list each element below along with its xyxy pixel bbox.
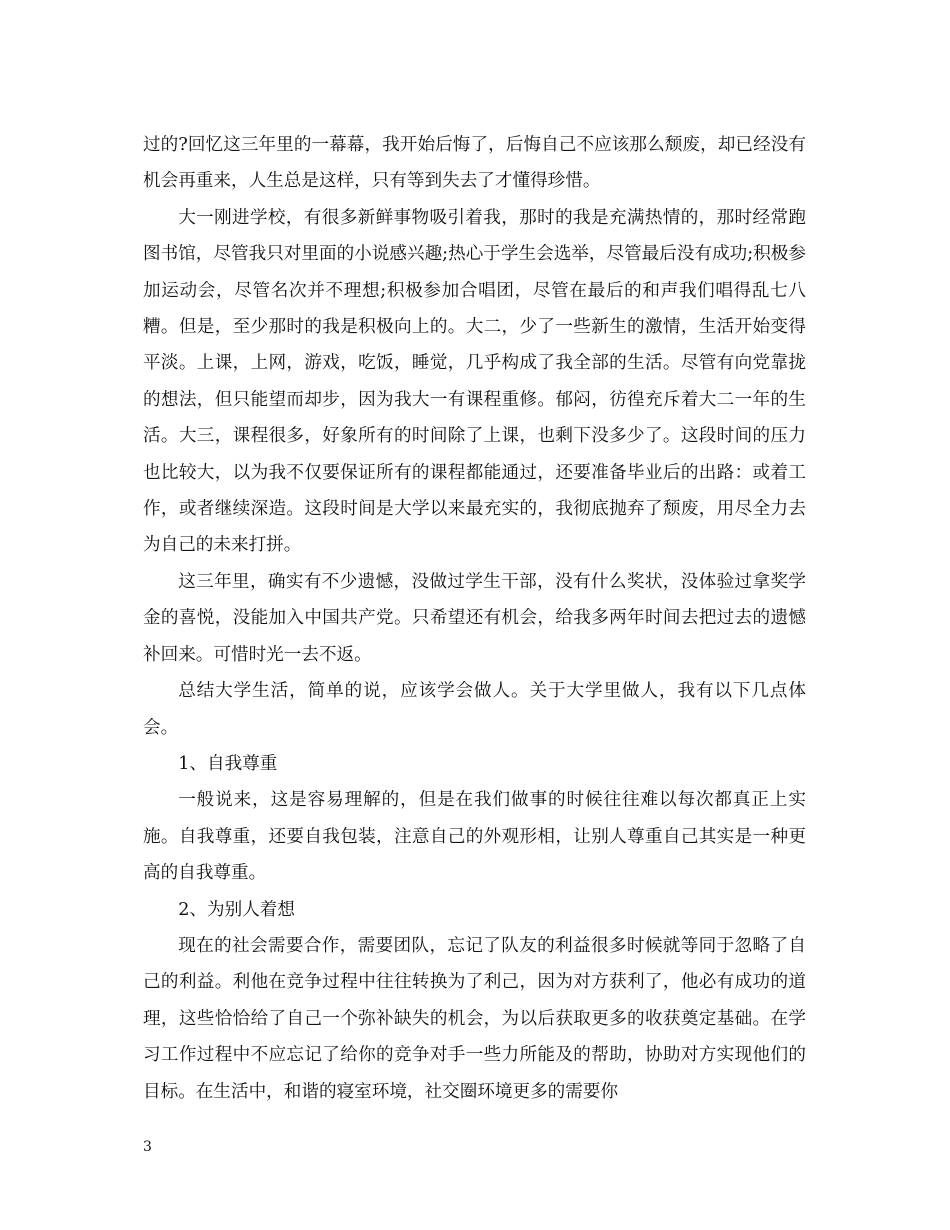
document-body: [143, 127, 806, 1110]
paragraph-5: 一般说来，这是容易理解的，但是在我们做事的时候往往难以每次都真正上实施。自我尊重，还要自我包装，注意自己的外观形相，让别人尊重自己其实是一种更高的自我尊重。: [143, 790, 806, 884]
paragraph-1: 过的?回忆这三年里的一幕幕，我开始后悔了，后悔自己不应该那么颓废，却已经没有机会再重来，人生总是这样，只有等到失去了才懂得珍惜。: [143, 135, 806, 192]
section-heading-1: 1、自我尊重: [178, 753, 278, 774]
paragraph-4: 总结大学生活，简单的说，应该学会做人。关于大学里做人，我有以下几点体会。: [143, 681, 806, 738]
section-heading-2: 2、为别人着想: [178, 899, 295, 920]
paragraph-2: 大一刚进学校，有很多新鲜事物吸引着我，那时的我是充满热情的，那时经常跑图书馆，尽管我只对里面的小说感兴趣;热心于学生会选举，尽管最后没有成功;积极参加运动会，尽管名次并不理想;积极参加合唱团，尽管在最后的和声我们唱得乱七八糟。但是，至少那时的我是积极向上的。大二，少了一些新生的激情，生活开始变得平淡。上课，上网，游戏，吃饭，睡觉，几乎构成了我全部的生活。尽管有向党靠拢的想法，但只能望而却步，因为我大一有课程重修。郁闷，彷徨充斥着大二一年的生活。大三，课程很多，好象所有的时间除了上课，也剩下没多少了。这段时间的压力也比较大，以为我不仅要保证所有的课程都能通过，还要准备毕业后的出路：或着工作，或者继续深造。这段时间是大学以来最充实的，我彻底抛弃了颓废，用尽全力去为自己的未来打拼。: [143, 207, 806, 556]
page-number: 3: [143, 1139, 152, 1155]
paragraph-3: 这三年里，确实有不少遗憾，没做过学生干部，没有什么奖状，没体验过拿奖学金的喜悦，没能加入中国共产党。只希望还有机会，给我多两年时间去把过去的遗憾补回来。可惜时光一去不返。: [143, 571, 806, 665]
paragraph-6: 现在的社会需要合作，需要团队，忘记了队友的利益很多时候就等同于忽略了自己的利益。利他在竞争过程中往往转换为了利己，因为对方获利了，他必有成功的道理，这些恰恰给了自己一个弥补缺失的机会，为以后获取更多的收获奠定基础。在学习工作过程中不应忘记了给你的竞争对手一些力所能及的帮助，协助对方实现他们的目标。在生活中，和谐的寝室环境，社交圈环境更多的需要你: [143, 935, 806, 1102]
